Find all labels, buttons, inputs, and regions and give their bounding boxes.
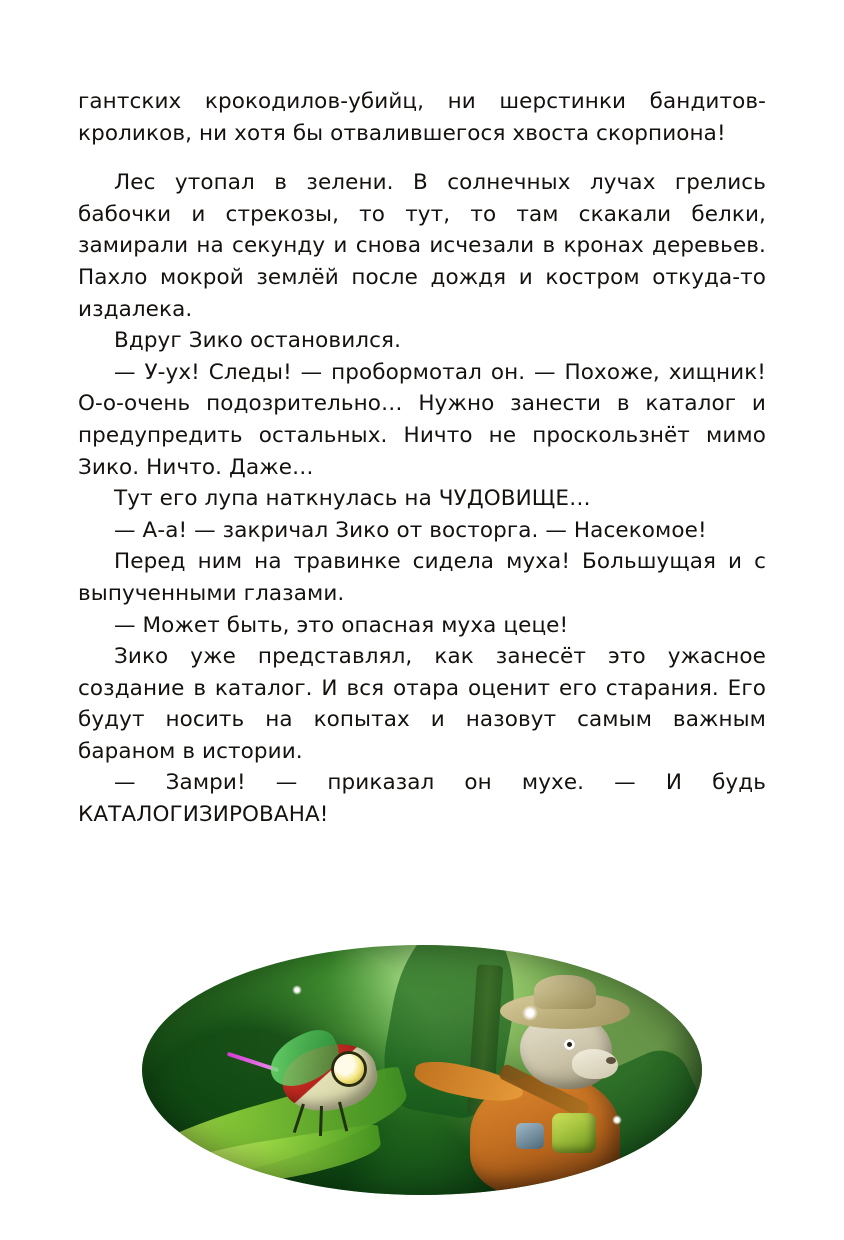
gadget-shape: [516, 1123, 544, 1149]
paragraph: — А-а! — закричал Зико от восторга. — Насекомое!: [114, 517, 707, 543]
light-sparkle: [522, 1005, 538, 1021]
paragraph: Перед ним на травинке сидела муха! Большущая и с выпученными глазами.: [78, 549, 766, 606]
light-sparkle: [612, 1115, 622, 1125]
paragraph: Вдруг Зико остановился.: [114, 328, 402, 354]
body-text: [78, 86, 766, 831]
paragraph: гантских крокодилов-убийц, ни шерстинки бандитов-кроликов, ни хотя бы отвалившегося хвоста скорпиона!: [78, 89, 766, 146]
illustration-container: [0, 930, 844, 1210]
paragraph: — Может быть, это опасная муха цеце!: [114, 612, 569, 638]
paragraph: — У-ух! Следы! — пробормотал он. — Похоже, хищник! О-о-очень подозрительно… Нужно занести в каталог и предупредить остальных. Ничто не проскользнёт мимо Зико. Ничто. Даже…: [78, 359, 766, 480]
ram-character: [460, 1005, 660, 1195]
hat-crown-shape: [534, 975, 596, 1009]
jungle-scene-illustration: [142, 945, 702, 1195]
fly-leg-shape: [293, 1104, 305, 1133]
fly-character: [262, 1030, 392, 1130]
ram-eye-shape: [564, 1039, 575, 1050]
paragraph: Тут его лупа наткнулась на ЧУДОВИЩЕ…: [114, 486, 591, 512]
paragraph: Лес утопал в зелени. В солнечных лучах грелись бабочки и стрекозы, то тут, то там скакали белки, замирали на секунду и снова исчезали в кронах деревьев. Пахло мокрой землёй после дождя и костром откуда-то издалека.: [78, 170, 766, 322]
gadget-shape: [552, 1113, 596, 1153]
ram-nose-shape: [606, 1057, 616, 1064]
ram-muzzle-shape: [572, 1049, 618, 1079]
paragraph: Зико уже представлял, как занесёт это ужасное создание в каталог. И вся отара оценит его старания. Его будут носить на копытах и назовут самым важным бараном в истории.: [78, 644, 766, 764]
fly-eye-shape: [334, 1054, 364, 1084]
light-sparkle: [292, 985, 302, 995]
paragraph: — Замри! — приказал он мухе. — И будь КАТАЛОГИЗИРОВАНА!: [78, 770, 766, 828]
